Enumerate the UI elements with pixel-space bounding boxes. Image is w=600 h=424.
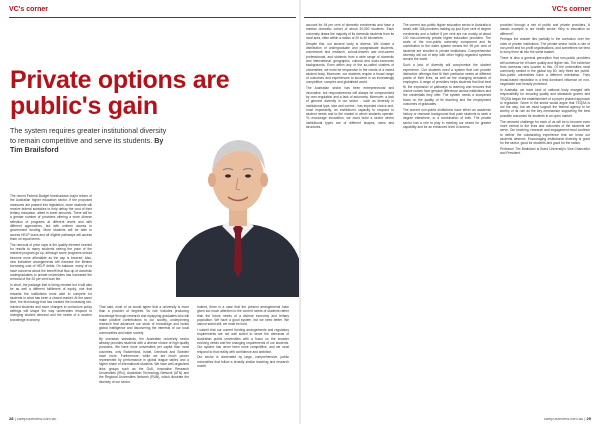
article-column-4 <box>306 23 394 415</box>
article-column-1 <box>10 194 92 416</box>
section-label-left: VC's corner <box>9 6 49 13</box>
article-standfirst <box>10 126 168 155</box>
article-paragraph: The removal of price caps is the quality element needed for results to marry students seeing the price of the resident program go up, although some programs should become more affordable as the cap is lowered. Also, new indicative arrangements will increase the lifetime borrowing cost of HELP debts. On balance, many of us have concerns about the benefit that flow-up of domestic undergraduates to private universities has increased the removal of the 20 per cent loan fee. <box>10 242 92 282</box>
portrait-illustration <box>176 122 300 297</box>
footer-left: 28 | campusreview.com.au <box>9 416 57 421</box>
article-paragraph: Perhaps the answer lies partially in the confusion over the roles of private institutions. The private sector holds a role of non-profit and for-profit organisations, and sometimes we tend to lump them all into the same basket. <box>500 37 590 55</box>
article-paragraph: Our sector is dominated by large, comprehensive, public universities that follow a broadly similar teaching and research model. <box>197 355 289 369</box>
article-paragraph: provided through a mix of public and private providers. A classic example is our health sector: Why is education so different? <box>500 23 590 36</box>
footer-right: campusreview.com.au | 29 <box>543 416 591 421</box>
article-paragraph: The Australian sector has been entrepreneurial and innovative, but responsiveness will always be compromised by over-regulation and a lack of autonomy. Moreover, a lack of genuine diversity in our sector - such as diversity in institutional type, size and control - has impeded choice and, most importantly, an institution's capacity to respond to student needs and to the market in which students operate. To encourage innovation, we must build a sector where institutional types are of different shapes, sizes and structures. <box>306 86 394 130</box>
article-paragraph: Indeed, there is a case that the present arrangements have given too much attention to the current needs of students rather than the future needs of a diverse economy and tertiary population. We have a good system, but we need better. We cannot stand still, we must be bold. <box>197 305 289 327</box>
site-url-left: campusreview.com.au <box>16 416 57 421</box>
article-paragraph: Despite this, our student body is diverse. We cluster a distribution of undergraduate and postgraduate students, coursework and research, school-leavers and mid-career professionals, and students from a wide range of domestic and international, geographic, cultural and socio-economic backgrounds. Even within any of the so-called clusters of universities, we must be responsive to the needs of a varied student body. Moreover, our students require a broad range of outcomes and experiences to succeed in an increasingly competitive, complex and globalised world. <box>306 41 394 85</box>
article-paragraph: In Australia, we have kind of national body charged with responsibility for ensuring quality and standards govern and TEQSA began the establishment of a proper phased approach to regulation. Some in the sector would argue that TEQSA is not the way, but we must support the federal agency to be worthy of its role as the key mechanism supporting the best possible outcomes for students in an open market. <box>500 87 590 118</box>
article-column-2 <box>99 305 189 417</box>
article-paragraph: account for 94 per cent of domestic enrolments and have a median domestic cohort of about 20,000 students. Each university draws the majority of its domestic students from its local area, often within a radius of 20 to 40 kilometres. <box>306 23 394 40</box>
article-paragraph: The current non-public institutions have either an academic history or research background that push students to seek a degree elsewhere, or a combination of both. The private sector has a role to play in meeting our needs for greater capability and for an enhanced level of access. <box>403 107 491 130</box>
article-paragraph: The current non-public higher education sector in Australia is small, with 168 providers making up just 8 per cent of degree enrolments and a further 8 per cent are run mostly at about 100 non-university private higher education providers. The scale of the non-public university component and its contribution to the wider system means the 95 per cent of students are enrolled in private institutions. Comprehensive diversity will out of step with other highly-regarded systems around the world. <box>403 23 491 62</box>
article-paragraph: There is also a general perception that non-public providers will somehow be of lower quality and higher risk. The evidence from overseas runs counter to this. Of the universities most commonly ranked in the global top 50, only three are public. Non-public universities have a different orientation. Their broad-based reputation is a less dominant influence on non-negotiable and heavily protected. <box>500 56 590 87</box>
article-column-3 <box>197 305 289 417</box>
header-rule-left <box>9 17 296 18</box>
right-page <box>300 0 600 424</box>
article-paragraph: The recent Federal Budget foreshadows major reform of the Australian higher education sector. If the proposed measures are passed into legislation, more students will receive federal subsidies to help defray the cost of their tertiary education, albeit in lower amounts. There will be a greater number of providers offering a more diverse selection of programs at different levels and with different approaches, but with uniform access to government funding. More students will be able to access HELP loans and all eligible pathways will access them on equal terms. <box>10 194 92 241</box>
article-paragraph: I submit that our current funding arrangements and regulatory requirements are not well suited to serve the demands of Australian public universities with a focus on the broader evolving needs and the changing requirements of our students. Our system has never been more competitive, and we must respond to that reality with confidence and ambition. <box>197 328 289 354</box>
article-paragraph: By overseas standards, the Australian university sector already provides students with a diverse choice of high quality providers. We have more universities per capita than most countries, only Switzerland, Israel, Denmark and Sweden have more. Furthermore, while we are much poorer represented by performance in global league tables and a higher share of international students. We have well-organized links groups such as the Go8, Innovative Research Universities (IRU), Australian Technology Network (ATN) and the Regional Universities Network (RUN), which illustrate the diversity of our sector. <box>99 336 189 384</box>
article-column-6 <box>500 23 590 415</box>
article-headline: Private options are public's gain <box>10 66 230 120</box>
article-paragraph: The renewed challenge for each of us will be to become even more central to the lives and outcomes of the students we serve. Our teaching, research and engagement must continue to deliver the outstanding experience that we know our students deserve. Encouraging institutional diversity is good for the sector, good for students and good for the nation. <box>500 119 590 146</box>
header-rule-right <box>304 17 591 18</box>
author-bio: Professor Tim Brailsford is Bond University's Vice-Chancellor and President. <box>500 146 590 156</box>
article-paragraph: That said, most of us would agree that a university is more than a provider of degrees. Its role includes producing knowledge through research and equipping graduates who will make positive contributions to our society, underpinning research that advances our stock of knowledge and builds global intelligence and discovering the interests of our local communities and wider society. <box>99 305 189 335</box>
standfirst-text: The system requires greater institutional diversity to remain competitive and serve its students. <box>10 126 167 145</box>
article-column-5 <box>403 23 491 415</box>
section-label-right: VC's corner <box>551 6 591 13</box>
author-portrait <box>176 122 300 297</box>
article-paragraph: Such a lack of diversity will compromise the student experience. Our students need a system that can provide distinctive offerings that fit their particular needs at different points of their lives, as well as the changing demands of employers. A range of providers helps students find that best fit, the expansion of pathways to learning and ensures that choice comes from genuine difference across institutions and the credentials they offer. The system needs a sharpened focus on the quality of its teaching and the employment outcomes of graduates. <box>403 63 491 106</box>
article-byline: By Tim Brailsford <box>10 135 164 154</box>
page-number-right: 29 <box>586 416 591 421</box>
article-paragraph: In short, the package that is being created but it will also be as well a different fulfillment of equity, one that rewards the institutions most able to compete for students in what has been a closed market. At the same time, the technology that has created the increasing fair-minded students and more changes to curriculum policy settings will shape the way universities respond to changing student demand and the needs of a modern knowledge economy. <box>10 283 92 322</box>
site-url-right: campusreview.com.au <box>543 416 584 421</box>
page-number-left: 28 <box>9 416 14 421</box>
